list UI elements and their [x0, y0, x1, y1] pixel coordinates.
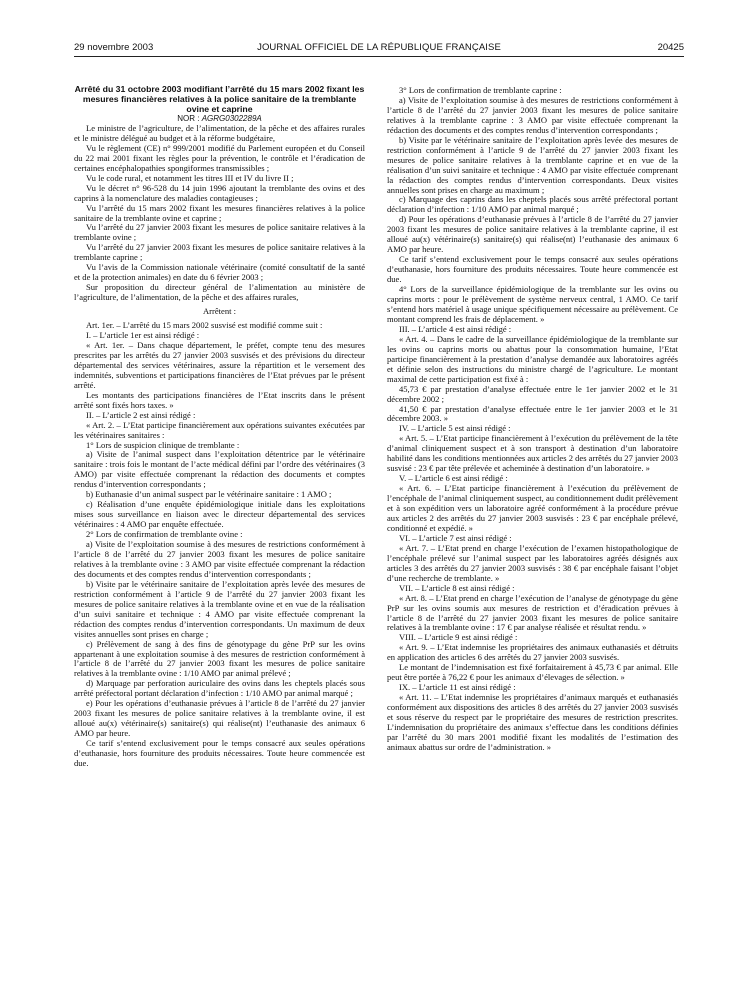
paragraph: 45,73 € par prestation d’analyse effectuée entre le 1er janvier 2002 et le 31 décembre 2002 ; — [387, 383, 678, 404]
nor-code: AGRG0302289A — [201, 114, 262, 123]
paragraph: « Art. 5. – L’Etat participe financièrement à l’exécution du prélèvement de la tête d’animal cliniquement suspect et à son transport à destination d’un laboratoire habilité dans les conditions mentionnées aux articles 2 des arrêtés du 27 janvier 2003 susvisé : 23 € par tête prélevée et acheminée à destination d’un laboratoire. » — [387, 433, 678, 474]
paragraph: « Art. 7. – L’Etat prend en charge l’exécution de l’examen histopathologique de l’encéphale prélevé sur l’animal suspect par les laboratoires agréés désignés aux articles 3 des arrêtés du 27 janvier 2003 susvisés : 38 € par encéphale faisant l’objet d’une recherche de tremblante. » — [387, 542, 678, 583]
enacting-formula: Arrêtent : — [203, 306, 236, 317]
paragraph: Vu l’arrêté du 15 mars 2002 fixant les mesures financières relatives à la police sanitaire de la tremblante ovine et caprine ; — [74, 202, 365, 223]
paragraph: Vu le règlement (CE) n° 999/2001 modifié du Parlement européen et du Conseil du 22 mai 2001 fixant les règles pour la prévention, le contrôle et l’éradication de certaines encéphalopathies spongiformes transmissibles ; — [74, 142, 365, 173]
paragraph: Le montant de l’indemnisation est fixé forfaitairement à 45,73 € par animal. Elle peut être portée à 76,22 € pour les animaux d’élevages de sélection. » — [387, 662, 678, 683]
paragraph: « Art. 1er. – Dans chaque département, le préfet, compte tenu des mesures prescrites par les arrêtés du 27 janvier 2003 susvisés et des prévisions du directeur départemental des services vétérinaires, assure la répartition et le versement des indemnités, subventions et participations financières de l’Etat prévues par le présent arrêté. — [74, 339, 365, 390]
paragraph: Vu l’arrêté du 27 janvier 2003 fixant les mesures de police sanitaire relatives à la tremblante caprine ; — [74, 242, 365, 263]
paragraph: Le ministre de l’agriculture, de l’alimentation, de la pêche et des affaires rurales et le ministre délégué au budget et à la réforme budgétaire, — [74, 122, 365, 143]
paragraph: VI. – L’article 7 est ainsi rédigé : — [399, 532, 512, 543]
paragraph: V. – L’article 6 est ainsi rédigé : — [399, 473, 508, 484]
paragraph: VIII. – L’article 9 est ainsi rédigé : — [399, 632, 518, 643]
header-journal-title: JOURNAL OFFICIEL DE LA RÉPUBLIQUE FRANÇAISE — [257, 42, 501, 53]
paragraph: « Art. 6. – L’Etat participe financièrement à l’exécution du prélèvement de l’encéphale de l’animal cliniquement suspect, au conditionnement dudit prélèvement et à son expédition vers un laboratoire agréé conformément à la procédure prévue aux articles 2 des arrêtés du 27 janvier 2003 susvisés : 23 € par encéphale prélevé, conditionné et expédié. » — [387, 483, 678, 533]
paragraph: a) Visite de l’animal suspect dans l’exploitation détentrice par le vétérinaire sanitaire : trois fois le montant de l’acte médical défini par l’ordre des vétérinaires (3 AMO) par visite effectuée comprenant la rédaction des documents et comptes rendus d’intervention correspondants ; — [74, 449, 365, 490]
paragraph: 3° Lors de confirmation de tremblante caprine : — [399, 85, 562, 95]
paragraph: d) Marquage par perforation auriculaire des ovins dans les cheptels placés sous arrêté préfectoral portant déclaration d’infection : 1/10 AMO par animal marqué ; — [74, 678, 365, 699]
paragraph: Les montants des participations financières de l’Etat inscrits dans le présent arrêté sont fixés hors taxes. » — [74, 389, 365, 410]
paragraph: c) Marquage des caprins dans les cheptels placés sous arrêté préfectoral portant déclaration d’infection : 1/10 AMO par animal marqué ; — [387, 194, 678, 215]
header-rule — [74, 56, 684, 57]
paragraph: b) Visite par le vétérinaire sanitaire de l’exploitation après levée des mesures de restriction conformément à l’article 9 de l’arrêté du 27 janvier 2003 fixant les mesures de police sanitaire relatives à la tremblante ovine et en vue de la réalisation d’un suivi sanitaire et technique : 4 AMO par visite effectuée comprenant la rédaction des comptes rendus d’intervention correspondants. Un maximum de deux visites annuelles sont prises en charge ; — [74, 578, 365, 639]
paragraph: I. – L’article 1er est ainsi rédigé : — [86, 330, 200, 341]
paragraph: 4° Lors de la surveillance épidémiologique de la tremblante sur les ovins ou caprins morts : pour le prélèvement de système nerveux central, 1 AMO. Ce tarif s’entend hors matériel à usage unique spécifiquement nécessaire au prélèvement. Ce montant comprend les frais de déplacement. » — [387, 284, 678, 324]
paragraph: b) Visite par le vétérinaire sanitaire de l’exploitation après levée des mesures de restriction conformément à l’article 9 de l’arrêté du 27 janvier 2003 fixant les mesures de police sanitaire relatives à la tremblante caprine et en vue de la réalisation d’un suivi sanitaire et technique : 4 AMO par visite effectuée comprenant la rédaction des comptes rendus d’intervention correspondants. Deux visites annuelles sont prises en charge au maximum ; — [387, 134, 678, 195]
right-column — [387, 86, 678, 753]
paragraph: a) Visite de l’exploitation soumise à des mesures de restrictions conformément à l’article 8 de l’arrêté du 27 janvier 2003 fixant les mesures de police sanitaire relatives à la tremblante ovine : 3 AMO par visite effectuée comprenant la rédaction des documents et des comptes rendus d’intervention correspondants ; — [74, 539, 365, 579]
paragraph: « Art. 2. – L’Etat participe financièrement aux opérations suivantes exécutées par les vétérinaires sanitaires : — [74, 419, 365, 440]
paragraph: « Art. 4. – Dans le cadre de la surveillance épidémiologique de la tremblante sur les ovins ou caprins morts ou abattus pour la consommation humaine, l’Etat participe financièrement à la prestation d’analyse demandée aux laboratoires agréés et définie selon des instructions du ministre chargé de l’agriculture. Le montant maximal de cette participation est fixé à : — [387, 333, 678, 384]
paragraph: Art. 1er. – L’arrêté du 15 mars 2002 susvisé est modifié comme suit : — [86, 320, 323, 331]
paragraph: III. – L’article 4 est ainsi rédigé : — [399, 323, 512, 334]
page-header — [74, 42, 684, 56]
paragraph: « Art. 8. – L’Etat prend en charge l’exécution de l’analyse de génotypage du gène PrP sur les ovins soumis aux mesures de restriction et d’éradication prévues à l’article 8 de l’arrêté du 27 janvier 2003 fixant les mesures de police sanitaire relatives à la tremblante ovine : 17 € par analyse réalisée et résultat rendu. » — [387, 592, 678, 633]
paragraph: Ce tarif s’entend exclusivement pour le temps consacré aux seules opérations d’euthanasie, hors fourniture des produits nécessaires. Toute heure commencée est due. — [74, 738, 365, 768]
paragraph: 1° Lors de suspicion clinique de tremblante : — [86, 439, 240, 450]
paragraph: 2° Lors de confirmation de tremblante ovine : — [86, 529, 243, 540]
paragraph: Vu l’arrêté du 27 janvier 2003 fixant les mesures de police sanitaire relatives à la tremblante ovine ; — [74, 222, 365, 243]
paragraph: e) Pour les opérations d’euthanasie prévues à l’article 8 de l’arrêté du 27 janvier 2003 fixant les mesures de police sanitaire relatives à la tremblante ovine, il est alloué au(x) vétérinaire(s) sanitaire(s) qui réalise(nt) l’euthanasie des animaux 6 AMO par heure. — [74, 698, 365, 739]
paragraph: VII. – L’article 8 est ainsi rédigé : — [399, 582, 515, 593]
paragraph: Sur proposition du directeur général de l’alimentation au ministère de l’agriculture, de l’alimentation, de la pêche et des affaires rurales, — [74, 282, 365, 303]
paragraph: II. – L’article 2 est ainsi rédigé : — [86, 409, 196, 420]
paragraph: Vu l’avis de la Commission nationale vétérinaire (comité consultatif de la santé et de la protection animales) en date du 6 février 2003 ; — [74, 262, 365, 283]
decree-title: Arrêté du 31 octobre 2003 modifiant l’arrêté du 15 mars 2002 fixant les mesures financières relatives à la police sanitaire de la tremblante ovine et caprine — [74, 84, 365, 114]
paragraph: b) Euthanasie d’un animal suspect par le vétérinaire sanitaire : 1 AMO ; — [86, 489, 332, 500]
paragraph: « Art. 9. – L’Etat indemnise les propriétaires des animaux euthanasiés et détruits en application des articles 6 des arrêtés du 27 janvier 2003 susvisés. — [387, 642, 678, 663]
nor-label: NOR : — [177, 114, 200, 123]
header-page-number: 20425 — [657, 42, 684, 53]
paragraph: Vu le code rural, et notamment les titres III et IV du livre II ; — [86, 172, 294, 183]
paragraph: a) Visite de l’exploitation soumise à des mesures de restrictions conformément à l’article 8 de l’arrêté du 27 janvier 2003 fixant les mesures de police sanitaire relatives à la tremblante caprine : 3 AMO par visite effectuée comprenant la rédaction des documents et des comptes rendus d’intervention correspondants ; — [387, 94, 678, 135]
header-date: 29 novembre 2003 — [74, 42, 154, 53]
paragraph: IX. – L’article 11 est ainsi rédigé : — [399, 682, 516, 693]
paragraph: c) Prélèvement de sang à des fins de génotypage du gène PrP sur les ovins appartenant à une exploitation soumise à des mesures de restriction conformément à l’article 8 de l’arrêté du 27 janvier 2003 fixant les mesures de police sanitaire relatives à la tremblante ovine : 1/10 AMO par animal prélevé ; — [74, 638, 365, 679]
paragraph: 41,50 € par prestation d’analyse effectuée entre le 1er janvier 2003 et le 31 décembre 2003. » — [387, 403, 678, 424]
paragraph: d) Pour les opérations d’euthanasie prévues à l’article 8 de l’arrêté du 27 janvier 2003 fixant les mesures de police sanitaire relatives à la tremblante caprine, il est alloué au(x) vétérinaire(s) sanitaire(s) qui réalise(nt) l’euthanasie des animaux 6 AMO par heure. — [387, 214, 678, 255]
paragraph: c) Réalisation d’une enquête épidémiologique initiale dans les exploitations mises sous surveillance en liaison avec le directeur départemental des services vétérinaires : 4 AMO par enquête effectuée. — [74, 499, 365, 530]
left-column — [74, 84, 365, 769]
paragraph: Vu le décret n° 96-528 du 14 juin 1996 ajoutant la tremblante des ovins et des caprins à la nomenclature des maladies contagieuses ; — [74, 182, 365, 203]
paragraph: « Art. 11. – L’Etat indemnise les propriétaires d’animaux marqués et euthanasiés conformément aux dispositions des articles 8 des arrêtés du 27 janvier 2003 susvisés et sous réserve du respect par le propriétaire des mesures de restriction prescrites. L’indemnisation du propriétaire des animaux s’effectue dans les conditions définies par l’arrêté du 30 mars 2001 modifié fixant les modalités de l’estimation des animaux abattus sur ordre de l’administration. » — [387, 692, 678, 752]
paragraph: IV. – L’article 5 est ainsi rédigé : — [399, 423, 511, 434]
paragraph: Ce tarif s’entend exclusivement pour le temps consacré aux seules opérations d’euthanasie, hors fourniture des produits nécessaires. Toute heure commencée est due. — [387, 254, 678, 285]
